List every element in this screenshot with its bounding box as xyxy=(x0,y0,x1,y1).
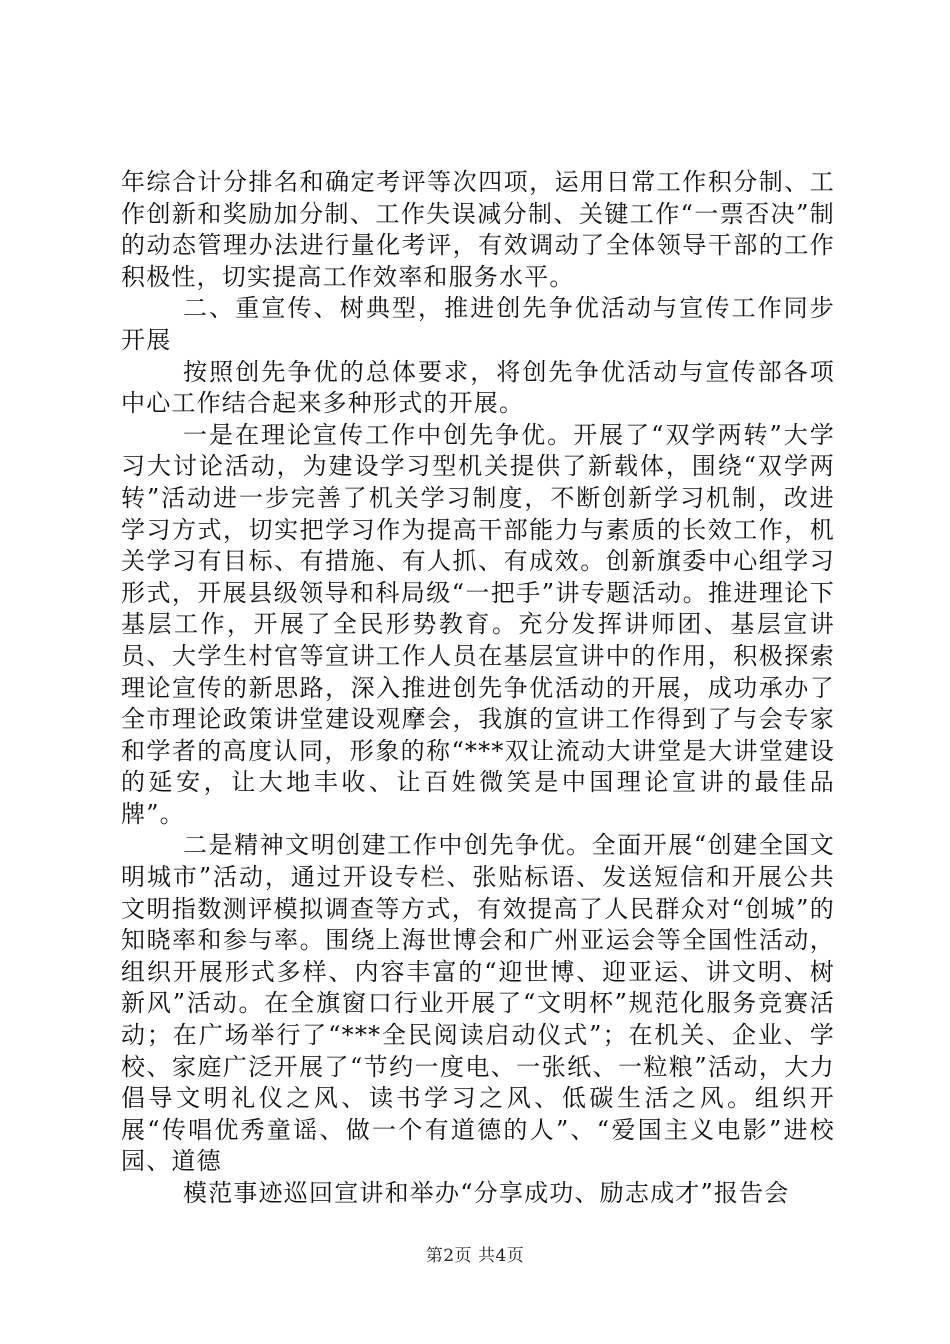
body-paragraph-4: 一是在理论宣传工作中创先争优。开展了“双学两转”大学习大讨论活动，为建设学习型机关提供了新载体，围绕“双学两转”活动进一步完善了机关学习制度，不断创新学习机制，改进学习方式，切实把学习作为提高干部能力与素质的长效工作，机关学习有目标、有措施、有人抓、有成效。创新旗委中心组学习形式，开展县级领导和科局级“一把手”讲专题活动。推进理论下基层工作，开展了全民形势教育。充分发挥讲师团、基层宣讲员、大学生村官等宣讲工作人员在基层宣讲中的作用，积极探索理论宣传的新思路，深入推进创先争优活动的开展，成功承办了全市理论政策讲堂建设观摩会，我旗的宣讲工作得到了与会专家和学者的高度认同，形象的称“***双让流动大讲堂是大讲堂建设的延安，让大地丰收、让百姓微笑是中国理论宣讲的最佳品牌”。 xyxy=(121,420,835,828)
body-paragraph-1: 年综合计分排名和确定考评等次四项，运用日常工作积分制、工作创新和奖励加分制、工作失误减分制、关键工作“一票否决”制的动态管理办法进行量化考评，有效调动了全体领导干部的工作积极性，切实提高工作效率和服务水平。 xyxy=(121,168,835,291)
body-paragraph-5: 二是精神文明创建工作中创先争优。全面开展“创建全国文明城市”活动，通过开设专栏、张贴标语、发送短信和开展公共文明指数测评模拟调查等方式，有效提高了人民群众对“创城”的知晓率和参与率。围绕上海世博会和广州亚运会等全国性活动，组织开展形式多样、内容丰富的“迎世博、迎亚运、讲文明、树新风”活动。在全旗窗口行业开展了“文明杯”规范化服务竞赛活动；在广场举行了“***全民阅读启动仪式”；在机关、企业、学校、家庭广泛开展了“节约一度电、一张纸、一粒粮”活动，大力倡导文明礼仪之风、读书学习之风、低碳生活之风。组织开展“传唱优秀童谣、做一个有道德的人”、“爱国主义电影”进校园、道德 xyxy=(121,831,835,1176)
body-paragraph-6: 模范事迹巡回宣讲和举办“分享成功、励志成才”报告会 xyxy=(183,1179,790,1207)
page-number-footer: 第2页 共4页 xyxy=(425,1246,525,1266)
document-body xyxy=(121,167,835,1210)
section-heading-2: 二、重宣传、树典型，推进创先争优活动与宣传工作同步开展 xyxy=(121,294,835,354)
body-paragraph-3: 按照创先争优的总体要求，将创先争优活动与宣传部各项中心工作结合起来多种形式的开展。 xyxy=(121,357,835,418)
